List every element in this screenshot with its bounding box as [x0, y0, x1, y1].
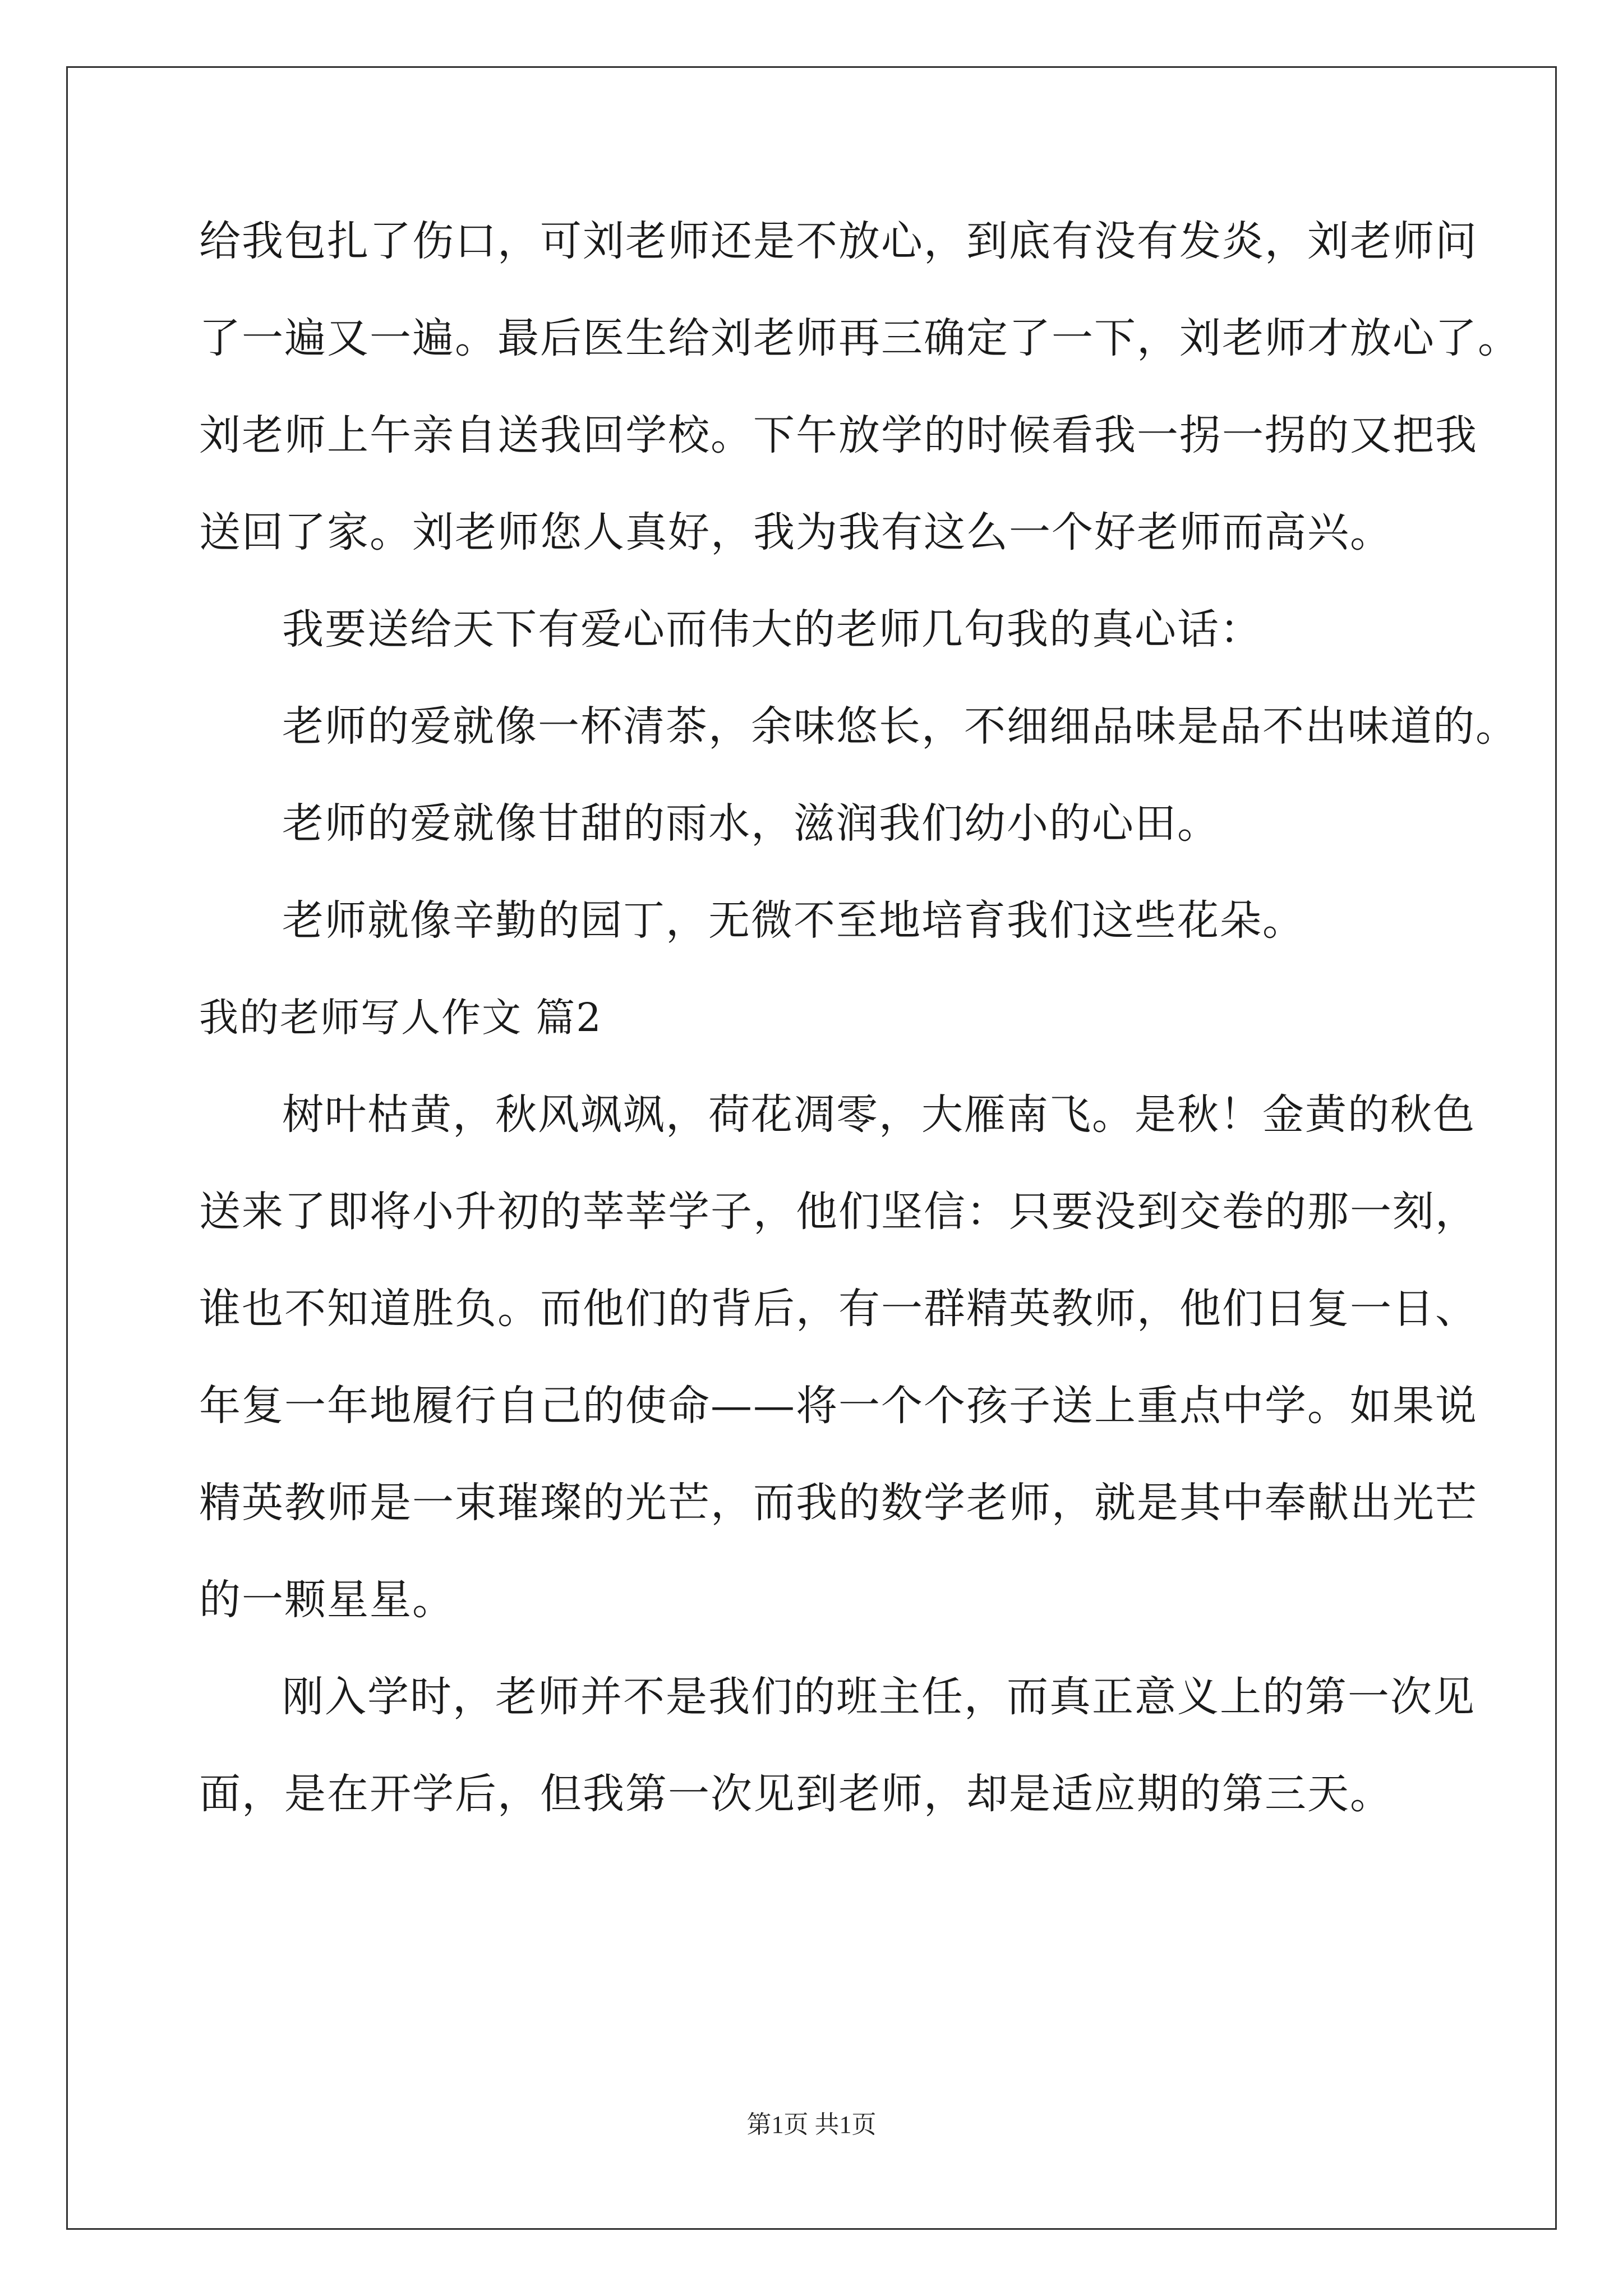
text-line: 我要送给天下有爱心而伟大的老师几句我的真心话：	[282, 605, 1262, 654]
text-line: 精英教师是一束璀璨的光芒，而我的数学老师，就是其中奉献出光芒	[199, 1479, 1478, 1527]
section-heading: 我的老师写人作文 篇2	[199, 995, 602, 1041]
text-line: 了一遍又一遍。最后医生给刘老师再三确定了一下，刘老师才放心了。	[199, 314, 1520, 362]
text-line: 刘老师上午亲自送我回学校。下午放学的时候看我一拐一拐的又把我	[199, 411, 1478, 459]
text-line: 老师就像辛勤的园丁，无微不至地培育我们这些花朵。	[282, 896, 1305, 945]
text-line: 送回了家。刘老师您人真好，我为我有这么一个好老师而高兴。	[199, 508, 1393, 556]
text-line: 老师的爱就像一杯清茶，余味悠长，不细细品味是品不出味道的。	[282, 702, 1518, 751]
text-line: 年复一年地履行自己的使命——将一个个孩子送上重点中学。如果说	[199, 1382, 1478, 1430]
text-line: 刚入学时，老师并不是我们的班主任，而真正意义上的第一次见	[282, 1673, 1476, 1721]
page-footer: 第1页 共1页	[746, 2111, 877, 2138]
text-line: 谁也不知道胜负。而他们的背后，有一群精英教师，他们日复一日、	[199, 1285, 1478, 1333]
page-border	[66, 66, 1557, 2230]
text-line: 树叶枯黄，秋风飒飒，荷花凋零，大雁南飞。是秋！金黄的秋色	[282, 1091, 1476, 1139]
text-line: 的一颗星星。	[199, 1576, 455, 1624]
text-line: 送来了即将小升初的莘莘学子，他们坚信：只要没到交卷的那一刻，	[199, 1188, 1478, 1236]
text-line: 给我包扎了伤口，可刘老师还是不放心，到底有没有发炎，刘老师问	[199, 217, 1478, 265]
text-line: 老师的爱就像甘甜的雨水，滋润我们幼小的心田。	[282, 799, 1220, 848]
text-line: 面，是在开学后，但我第一次见到老师，却是适应期的第三天。	[199, 1770, 1393, 1818]
